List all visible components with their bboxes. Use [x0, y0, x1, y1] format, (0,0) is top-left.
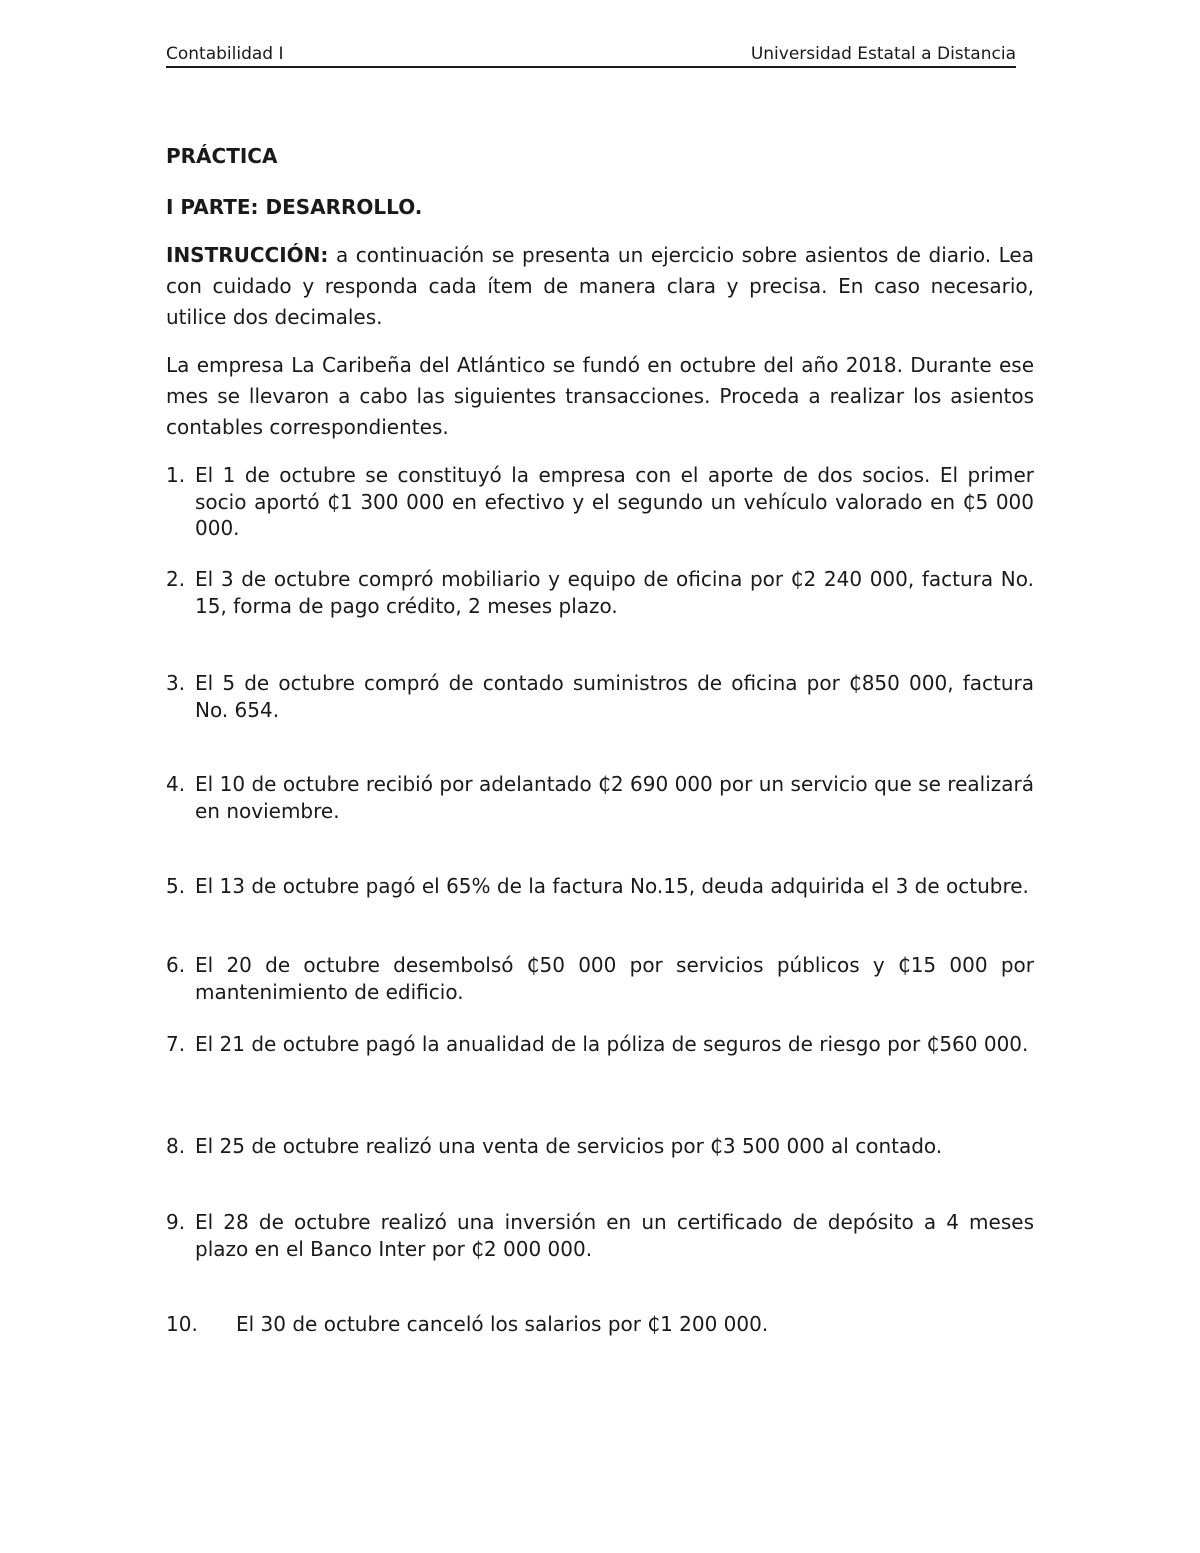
item-text: El 25 de octubre realizó una venta de servicios por ₵3 500 000 al contado. — [195, 1134, 943, 1158]
item-text: El 21 de octubre pagó la anualidad de la póliza de seguros de riesgo por ₵560 000. — [195, 1032, 1029, 1056]
item-text: El 30 de octubre canceló los salarios por ₵1 200 000. — [236, 1312, 769, 1336]
list-item — [166, 1031, 1034, 1058]
item-text: El 28 de octubre realizó una inversión en un certificado de depósito a 4 meses plazo en el Banco Inter por ₵2 000 000. — [195, 1210, 1034, 1261]
item-number: 6. — [166, 953, 186, 977]
list-item — [166, 771, 1034, 824]
item-text: El 3 de octubre compró mobiliario y equipo de oficina por ₵2 240 000, factura No. 15, forma de pago crédito, 2 meses plazo. — [195, 567, 1034, 618]
item-number: 3. — [166, 671, 186, 695]
instruction-paragraph — [166, 240, 1034, 333]
item-number: 4. — [166, 772, 186, 796]
list-item — [166, 462, 1034, 542]
part-title: I PARTE: DESARROLLO. — [166, 195, 423, 219]
header-university: Universidad Estatal a Distancia — [750, 44, 1016, 64]
item-text: El 1 de octubre se constituyó la empresa con el aporte de dos socios. El primer socio aportó ₵1 300 000 en efectivo y el segundo un vehículo valorado en ₵5 000 000. — [195, 463, 1034, 540]
list-item — [166, 873, 1034, 900]
item-number: 5. — [166, 874, 186, 898]
item-number: 9. — [166, 1210, 186, 1234]
item-text: El 20 de octubre desembolsó ₵50 000 por servicios públicos y ₵15 000 por mantenimiento de edificio. — [195, 953, 1034, 1004]
item-number: 8. — [166, 1134, 186, 1158]
instruction-text: a continuación se presenta un ejercicio sobre asientos de diario. Lea con cuidado y responda cada ítem de manera clara y precisa. En caso necesario, utilice dos decimales. — [166, 243, 1034, 329]
item-number: 1. — [166, 463, 186, 487]
intro-paragraph: La empresa La Caribeña del Atlántico se fundó en octubre del año 2018. Durante ese mes se llevaron a cabo las siguientes transacciones. Proceda a realizar los asientos contables correspondientes. — [166, 353, 1034, 439]
list-item — [166, 952, 1034, 1005]
item-text: El 5 de octubre compró de contado suministros de oficina por ₵850 000, factura No. 654. — [195, 671, 1034, 722]
list-item — [166, 670, 1034, 723]
item-text: El 10 de octubre recibió por adelantado ₵2 690 000 por un servicio que se realizará en noviembre. — [195, 772, 1034, 823]
item-number: 7. — [166, 1032, 186, 1056]
header-course: Contabilidad I — [166, 44, 284, 64]
page-header — [166, 44, 1016, 68]
item-text: El 13 de octubre pagó el 65% de la factura No.15, deuda adquirida el 3 de octubre. — [195, 874, 1029, 898]
list-item — [166, 1209, 1034, 1262]
item-number: 2. — [166, 567, 186, 591]
list-item — [166, 1133, 1034, 1160]
instruction-label: INSTRUCCIÓN: — [166, 243, 329, 267]
section-title: PRÁCTICA — [166, 144, 278, 168]
list-item — [166, 566, 1034, 619]
item-number: 10. — [166, 1312, 198, 1336]
